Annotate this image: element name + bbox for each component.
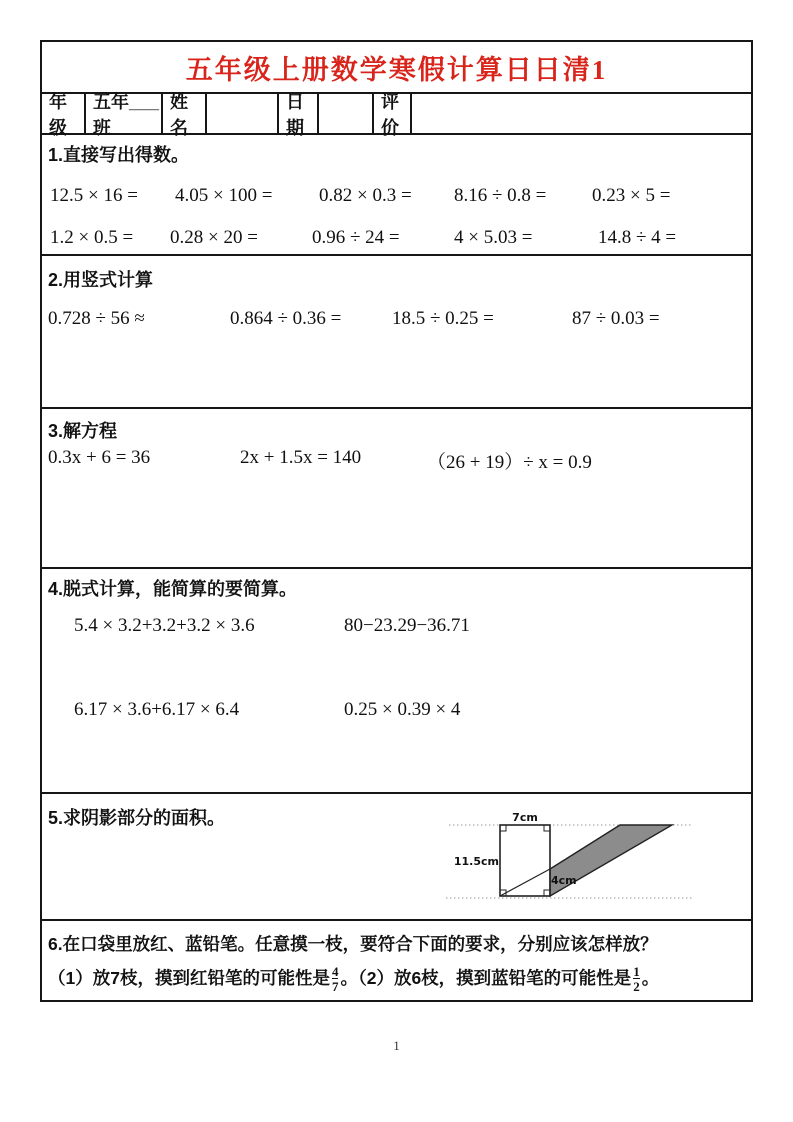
geometry-diagram xyxy=(445,810,695,905)
problem: 0.728 ÷ 56 ≈ xyxy=(48,308,145,329)
problem: 4 × 5.03 = xyxy=(454,227,533,248)
subitem-2-period: 。 xyxy=(641,968,660,988)
problem: 1.2 × 0.5 = xyxy=(50,227,134,248)
problem: 2x + 1.5x = 140 xyxy=(240,447,362,468)
section-6-subitems xyxy=(48,965,659,993)
problem: 14.8 ÷ 4 = xyxy=(598,227,677,248)
subitem-2-text: （2）放6枝，摸到蓝铅笔的可能性是 xyxy=(357,968,632,988)
problem: 80−23.29−36.71 xyxy=(344,615,470,636)
problem: 87 ÷ 0.03 = xyxy=(572,308,660,329)
name-label: 姓名 xyxy=(163,94,207,133)
problem: 0.28 × 20 = xyxy=(170,227,258,248)
fraction-4-7: $\frac{4}{7}$ xyxy=(331,964,339,995)
problem: 0.96 ÷ 24 = xyxy=(312,227,400,248)
fraction-1-2: $\frac{1}{2}$ xyxy=(633,964,640,995)
width-label: 7cm xyxy=(512,811,538,824)
name-value-blank xyxy=(207,94,279,133)
problem: 18.5 ÷ 0.25 = xyxy=(392,308,494,329)
problem: 6.17 × 3.6+6.17 × 6.4 xyxy=(74,699,240,720)
problem: 5.4 × 3.2+3.2+3.2 × 3.6 xyxy=(74,615,255,636)
worksheet xyxy=(40,40,753,1002)
section-4-heading: 4.脱式计算，能简算的要简算。 xyxy=(48,579,298,599)
side-label: 4cm xyxy=(551,874,577,887)
problem: 12.5 × 16 = xyxy=(50,185,138,206)
grade-label: 年级 xyxy=(42,94,86,133)
section-3-solve-equations xyxy=(42,409,751,569)
problem: 0.82 × 0.3 = xyxy=(319,185,412,206)
diagonal-line xyxy=(500,869,550,896)
right-angle-mark xyxy=(500,825,506,831)
page-title: 五年级上册数学寒假计算日日清1 xyxy=(185,54,608,85)
right-angle-mark xyxy=(544,825,550,831)
date-value-blank xyxy=(319,94,374,133)
grade-value: 五年___班 xyxy=(86,94,163,133)
section-6-heading: 6.在口袋里放红、蓝铅笔。任意摸一枝，要符合下面的要求，分别应该怎样放？ xyxy=(48,934,658,954)
section-1-heading: 1.直接写出得数。 xyxy=(48,145,190,165)
section-6-probability xyxy=(42,921,751,1000)
problem: 0.25 × 0.39 × 4 xyxy=(344,699,461,720)
section-5-heading: 5.求阴影部分的面积。 xyxy=(48,808,226,828)
section-2-column-calculation xyxy=(42,256,751,409)
section-4-step-calculation xyxy=(42,569,751,794)
section-2-heading: 2.用竖式计算 xyxy=(48,270,154,290)
eval-label: 评价 xyxy=(374,94,412,133)
section-3-heading: 3.解方程 xyxy=(48,421,118,441)
height-label: 11.5cm xyxy=(453,855,499,868)
section-5-shaded-area xyxy=(42,794,751,921)
date-label: 日期 xyxy=(279,94,319,133)
info-header-row xyxy=(42,91,751,138)
problem: （26 + 19）÷ x = 0.9 xyxy=(427,452,592,473)
problem: 0.864 ÷ 0.36 = xyxy=(230,308,342,329)
title-row xyxy=(42,42,751,94)
right-angle-mark xyxy=(544,890,550,896)
problem: 0.23 × 5 = xyxy=(592,185,671,206)
problem: 4.05 × 100 = xyxy=(175,185,273,206)
problem: 8.16 ÷ 0.8 = xyxy=(454,185,547,206)
rectangle-7x11.5 xyxy=(500,825,550,896)
section-1-direct-calculation xyxy=(42,135,751,256)
subitem-1-period: 。 xyxy=(340,968,358,988)
eval-value-blank xyxy=(412,94,751,133)
problem: 0.3x + 6 = 36 xyxy=(48,447,151,468)
subitem-1-text: （1）放7枝，摸到红铅笔的可能性是 xyxy=(48,968,330,988)
page-number: 1 xyxy=(393,1038,400,1053)
